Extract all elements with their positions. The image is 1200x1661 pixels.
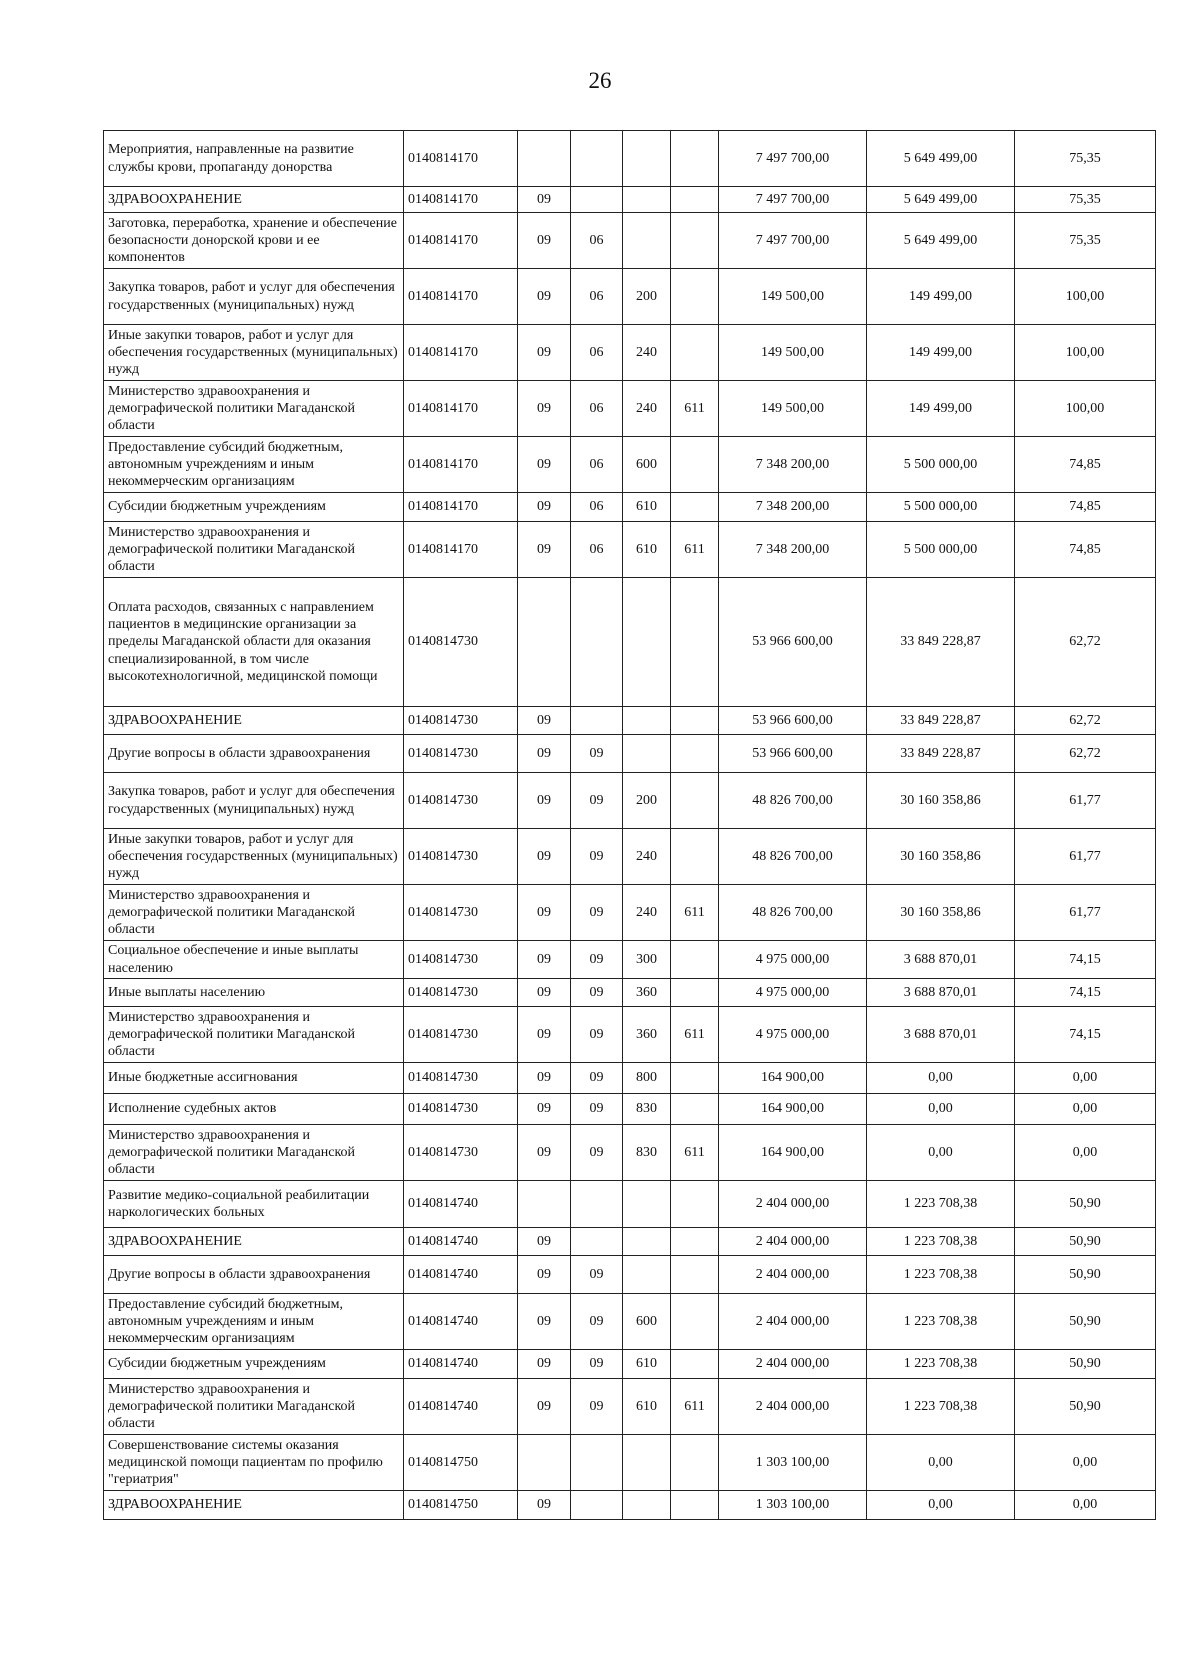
target-code-cell: 0140814740 xyxy=(404,1379,518,1435)
plan-amount-cell: 149 500,00 xyxy=(719,325,867,381)
row-name-cell: ЗДРАВООХРАНЕНИЕ xyxy=(104,1491,404,1520)
execution-percent-cell: 100,00 xyxy=(1015,269,1156,325)
subsection-code-cell: 06 xyxy=(571,381,623,437)
admin-code-cell xyxy=(671,1491,719,1520)
row-name-cell: ЗДРАВООХРАНЕНИЕ xyxy=(104,707,404,735)
subsection-code-cell: 06 xyxy=(571,493,623,522)
executed-amount-cell: 1 223 708,38 xyxy=(867,1228,1015,1256)
executed-amount-cell: 33 849 228,87 xyxy=(867,735,1015,773)
row-name-cell: Исполнение судебных актов xyxy=(104,1094,404,1125)
execution-percent-cell: 100,00 xyxy=(1015,381,1156,437)
executed-amount-cell: 149 499,00 xyxy=(867,269,1015,325)
target-code-cell: 0140814750 xyxy=(404,1491,518,1520)
admin-code-cell xyxy=(671,1350,719,1379)
expense-type-code-cell: 240 xyxy=(623,381,671,437)
executed-amount-cell: 30 160 358,86 xyxy=(867,885,1015,941)
section-code-cell: 09 xyxy=(518,1256,571,1294)
section-code-cell: 09 xyxy=(518,1125,571,1181)
row-name-cell: Субсидии бюджетным учреждениям xyxy=(104,493,404,522)
subsection-code-cell: 09 xyxy=(571,1063,623,1094)
target-code-cell: 0140814730 xyxy=(404,773,518,829)
table-row xyxy=(104,1181,1156,1228)
executed-amount-cell: 3 688 870,01 xyxy=(867,1007,1015,1063)
row-name-cell: Закупка товаров, работ и услуг для обеспечения государственных (муниципальных) нужд xyxy=(104,773,404,829)
subsection-code-cell: 09 xyxy=(571,979,623,1007)
execution-percent-cell: 50,90 xyxy=(1015,1181,1156,1228)
section-code-cell: 09 xyxy=(518,437,571,493)
expense-type-code-cell: 240 xyxy=(623,829,671,885)
table-row xyxy=(104,1228,1156,1256)
target-code-cell: 0140814170 xyxy=(404,187,518,213)
plan-amount-cell: 2 404 000,00 xyxy=(719,1350,867,1379)
target-code-cell: 0140814170 xyxy=(404,493,518,522)
execution-percent-cell: 50,90 xyxy=(1015,1256,1156,1294)
executed-amount-cell: 5 649 499,00 xyxy=(867,187,1015,213)
execution-percent-cell: 61,77 xyxy=(1015,773,1156,829)
executed-amount-cell: 0,00 xyxy=(867,1063,1015,1094)
subsection-code-cell: 09 xyxy=(571,885,623,941)
admin-code-cell xyxy=(671,325,719,381)
subsection-code-cell xyxy=(571,187,623,213)
plan-amount-cell: 48 826 700,00 xyxy=(719,773,867,829)
expense-type-code-cell xyxy=(623,131,671,187)
plan-amount-cell: 7 497 700,00 xyxy=(719,187,867,213)
execution-percent-cell: 75,35 xyxy=(1015,131,1156,187)
expense-type-code-cell: 610 xyxy=(623,1350,671,1379)
executed-amount-cell: 33 849 228,87 xyxy=(867,578,1015,707)
plan-amount-cell: 149 500,00 xyxy=(719,381,867,437)
admin-code-cell: 611 xyxy=(671,381,719,437)
expense-type-code-cell: 600 xyxy=(623,437,671,493)
section-code-cell: 09 xyxy=(518,773,571,829)
table-row xyxy=(104,578,1156,707)
target-code-cell: 0140814730 xyxy=(404,1094,518,1125)
subsection-code-cell xyxy=(571,1228,623,1256)
section-code-cell: 09 xyxy=(518,269,571,325)
target-code-cell: 0140814740 xyxy=(404,1294,518,1350)
section-code-cell xyxy=(518,1181,571,1228)
plan-amount-cell: 53 966 600,00 xyxy=(719,578,867,707)
table-row xyxy=(104,325,1156,381)
plan-amount-cell: 2 404 000,00 xyxy=(719,1181,867,1228)
plan-amount-cell: 149 500,00 xyxy=(719,269,867,325)
expense-type-code-cell: 800 xyxy=(623,1063,671,1094)
admin-code-cell xyxy=(671,131,719,187)
executed-amount-cell: 149 499,00 xyxy=(867,325,1015,381)
section-code-cell: 09 xyxy=(518,979,571,1007)
admin-code-cell xyxy=(671,829,719,885)
expense-type-code-cell: 610 xyxy=(623,493,671,522)
execution-percent-cell: 50,90 xyxy=(1015,1294,1156,1350)
expense-type-code-cell: 610 xyxy=(623,522,671,578)
plan-amount-cell: 2 404 000,00 xyxy=(719,1256,867,1294)
table-row xyxy=(104,1256,1156,1294)
section-code-cell xyxy=(518,578,571,707)
execution-percent-cell: 0,00 xyxy=(1015,1435,1156,1491)
table-row xyxy=(104,1294,1156,1350)
executed-amount-cell: 30 160 358,86 xyxy=(867,829,1015,885)
expense-type-code-cell xyxy=(623,1228,671,1256)
target-code-cell: 0140814730 xyxy=(404,1063,518,1094)
plan-amount-cell: 48 826 700,00 xyxy=(719,829,867,885)
expense-type-code-cell: 240 xyxy=(623,885,671,941)
execution-percent-cell: 62,72 xyxy=(1015,707,1156,735)
row-name-cell: Развитие медико-социальной реабилитации наркологических больных xyxy=(104,1181,404,1228)
subsection-code-cell: 06 xyxy=(571,522,623,578)
table-row xyxy=(104,1125,1156,1181)
execution-percent-cell: 74,15 xyxy=(1015,979,1156,1007)
subsection-code-cell xyxy=(571,578,623,707)
expense-type-code-cell xyxy=(623,707,671,735)
row-name-cell: Иные выплаты населению xyxy=(104,979,404,1007)
admin-code-cell: 611 xyxy=(671,885,719,941)
table-row xyxy=(104,941,1156,979)
plan-amount-cell: 7 348 200,00 xyxy=(719,522,867,578)
table-row xyxy=(104,269,1156,325)
execution-percent-cell: 0,00 xyxy=(1015,1094,1156,1125)
subsection-code-cell: 09 xyxy=(571,829,623,885)
subsection-code-cell: 06 xyxy=(571,325,623,381)
table-row xyxy=(104,1094,1156,1125)
plan-amount-cell: 7 348 200,00 xyxy=(719,493,867,522)
expense-type-code-cell xyxy=(623,1491,671,1520)
section-code-cell: 09 xyxy=(518,325,571,381)
admin-code-cell: 611 xyxy=(671,1379,719,1435)
table-row xyxy=(104,885,1156,941)
plan-amount-cell: 1 303 100,00 xyxy=(719,1491,867,1520)
section-code-cell: 09 xyxy=(518,1491,571,1520)
target-code-cell: 0140814740 xyxy=(404,1350,518,1379)
executed-amount-cell: 0,00 xyxy=(867,1125,1015,1181)
execution-percent-cell: 50,90 xyxy=(1015,1379,1156,1435)
execution-percent-cell: 74,85 xyxy=(1015,437,1156,493)
execution-percent-cell: 75,35 xyxy=(1015,213,1156,269)
executed-amount-cell: 33 849 228,87 xyxy=(867,707,1015,735)
admin-code-cell xyxy=(671,707,719,735)
section-code-cell: 09 xyxy=(518,885,571,941)
table-row xyxy=(104,707,1156,735)
row-name-cell: ЗДРАВООХРАНЕНИЕ xyxy=(104,1228,404,1256)
table-row xyxy=(104,773,1156,829)
admin-code-cell xyxy=(671,1435,719,1491)
expense-type-code-cell xyxy=(623,187,671,213)
execution-percent-cell: 62,72 xyxy=(1015,735,1156,773)
row-name-cell: Предоставление субсидий бюджетным, автономным учреждениям и иным некоммерческим организациям xyxy=(104,437,404,493)
row-name-cell: Оплата расходов, связанных с направлением пациентов в медицинские организации за пределы Магаданской области для оказания специализированной, в том числе высокотехнологичной, медицинской помощи xyxy=(104,578,404,707)
row-name-cell: Другие вопросы в области здравоохранения xyxy=(104,1256,404,1294)
table-row xyxy=(104,979,1156,1007)
section-code-cell: 09 xyxy=(518,707,571,735)
admin-code-cell xyxy=(671,1256,719,1294)
plan-amount-cell: 53 966 600,00 xyxy=(719,735,867,773)
admin-code-cell xyxy=(671,1228,719,1256)
subsection-code-cell xyxy=(571,707,623,735)
table-row xyxy=(104,1350,1156,1379)
row-name-cell: Министерство здравоохранения и демографической политики Магаданской области xyxy=(104,1125,404,1181)
row-name-cell: Иные бюджетные ассигнования xyxy=(104,1063,404,1094)
executed-amount-cell: 149 499,00 xyxy=(867,381,1015,437)
executed-amount-cell: 3 688 870,01 xyxy=(867,979,1015,1007)
executed-amount-cell: 0,00 xyxy=(867,1491,1015,1520)
admin-code-cell: 611 xyxy=(671,522,719,578)
row-name-cell: Министерство здравоохранения и демографической политики Магаданской области xyxy=(104,522,404,578)
executed-amount-cell: 0,00 xyxy=(867,1094,1015,1125)
target-code-cell: 0140814730 xyxy=(404,1125,518,1181)
target-code-cell: 0140814740 xyxy=(404,1256,518,1294)
executed-amount-cell: 1 223 708,38 xyxy=(867,1350,1015,1379)
expense-type-code-cell: 830 xyxy=(623,1125,671,1181)
plan-amount-cell: 4 975 000,00 xyxy=(719,941,867,979)
section-code-cell: 09 xyxy=(518,1007,571,1063)
execution-percent-cell: 0,00 xyxy=(1015,1063,1156,1094)
admin-code-cell xyxy=(671,1063,719,1094)
target-code-cell: 0140814730 xyxy=(404,1007,518,1063)
expense-type-code-cell: 200 xyxy=(623,269,671,325)
execution-percent-cell: 61,77 xyxy=(1015,885,1156,941)
execution-percent-cell: 62,72 xyxy=(1015,578,1156,707)
table-row xyxy=(104,1063,1156,1094)
expense-type-code-cell: 200 xyxy=(623,773,671,829)
target-code-cell: 0140814730 xyxy=(404,979,518,1007)
section-code-cell: 09 xyxy=(518,1294,571,1350)
admin-code-cell xyxy=(671,1094,719,1125)
target-code-cell: 0140814730 xyxy=(404,578,518,707)
subsection-code-cell xyxy=(571,1181,623,1228)
plan-amount-cell: 48 826 700,00 xyxy=(719,885,867,941)
section-code-cell: 09 xyxy=(518,213,571,269)
section-code-cell xyxy=(518,1435,571,1491)
table-row xyxy=(104,437,1156,493)
executed-amount-cell: 1 223 708,38 xyxy=(867,1379,1015,1435)
table-row xyxy=(104,213,1156,269)
table-row xyxy=(104,522,1156,578)
subsection-code-cell: 09 xyxy=(571,735,623,773)
plan-amount-cell: 164 900,00 xyxy=(719,1063,867,1094)
admin-code-cell xyxy=(671,773,719,829)
table-row xyxy=(104,493,1156,522)
target-code-cell: 0140814730 xyxy=(404,885,518,941)
admin-code-cell xyxy=(671,735,719,773)
target-code-cell: 0140814730 xyxy=(404,941,518,979)
section-code-cell: 09 xyxy=(518,829,571,885)
executed-amount-cell: 5 500 000,00 xyxy=(867,493,1015,522)
plan-amount-cell: 4 975 000,00 xyxy=(719,1007,867,1063)
subsection-code-cell: 06 xyxy=(571,269,623,325)
target-code-cell: 0140814730 xyxy=(404,735,518,773)
expense-type-code-cell: 360 xyxy=(623,979,671,1007)
plan-amount-cell: 164 900,00 xyxy=(719,1125,867,1181)
target-code-cell: 0140814170 xyxy=(404,437,518,493)
table-row xyxy=(104,829,1156,885)
plan-amount-cell: 1 303 100,00 xyxy=(719,1435,867,1491)
section-code-cell: 09 xyxy=(518,1094,571,1125)
executed-amount-cell: 5 649 499,00 xyxy=(867,131,1015,187)
subsection-code-cell: 09 xyxy=(571,773,623,829)
row-name-cell: Министерство здравоохранения и демографической политики Магаданской области xyxy=(104,1007,404,1063)
execution-percent-cell: 50,90 xyxy=(1015,1350,1156,1379)
row-name-cell: Министерство здравоохранения и демографической политики Магаданской области xyxy=(104,381,404,437)
admin-code-cell xyxy=(671,187,719,213)
plan-amount-cell: 7 497 700,00 xyxy=(719,131,867,187)
section-code-cell: 09 xyxy=(518,735,571,773)
execution-percent-cell: 0,00 xyxy=(1015,1125,1156,1181)
executed-amount-cell: 0,00 xyxy=(867,1435,1015,1491)
executed-amount-cell: 5 649 499,00 xyxy=(867,213,1015,269)
plan-amount-cell: 2 404 000,00 xyxy=(719,1294,867,1350)
subsection-code-cell: 09 xyxy=(571,941,623,979)
row-name-cell: Другие вопросы в области здравоохранения xyxy=(104,735,404,773)
expense-type-code-cell xyxy=(623,213,671,269)
subsection-code-cell: 09 xyxy=(571,1294,623,1350)
executed-amount-cell: 30 160 358,86 xyxy=(867,773,1015,829)
expense-type-code-cell xyxy=(623,1256,671,1294)
expense-type-code-cell xyxy=(623,1181,671,1228)
section-code-cell: 09 xyxy=(518,1350,571,1379)
row-name-cell: ЗДРАВООХРАНЕНИЕ xyxy=(104,187,404,213)
subsection-code-cell: 06 xyxy=(571,213,623,269)
expense-type-code-cell: 830 xyxy=(623,1094,671,1125)
executed-amount-cell: 1 223 708,38 xyxy=(867,1256,1015,1294)
admin-code-cell xyxy=(671,979,719,1007)
section-code-cell: 09 xyxy=(518,1063,571,1094)
section-code-cell xyxy=(518,131,571,187)
expense-type-code-cell xyxy=(623,735,671,773)
target-code-cell: 0140814170 xyxy=(404,522,518,578)
admin-code-cell xyxy=(671,269,719,325)
admin-code-cell xyxy=(671,213,719,269)
row-name-cell: Министерство здравоохранения и демографической политики Магаданской области xyxy=(104,885,404,941)
row-name-cell: Предоставление субсидий бюджетным, автономным учреждениям и иным некоммерческим организациям xyxy=(104,1294,404,1350)
execution-percent-cell: 100,00 xyxy=(1015,325,1156,381)
row-name-cell: Субсидии бюджетным учреждениям xyxy=(104,1350,404,1379)
budget-table xyxy=(103,130,1156,1520)
expense-type-code-cell xyxy=(623,1435,671,1491)
executed-amount-cell: 1 223 708,38 xyxy=(867,1181,1015,1228)
admin-code-cell xyxy=(671,578,719,707)
section-code-cell: 09 xyxy=(518,493,571,522)
target-code-cell: 0140814730 xyxy=(404,829,518,885)
admin-code-cell xyxy=(671,1294,719,1350)
table-row xyxy=(104,735,1156,773)
row-name-cell: Иные закупки товаров, работ и услуг для обеспечения государственных (муниципальных) нужд xyxy=(104,325,404,381)
subsection-code-cell xyxy=(571,1491,623,1520)
executed-amount-cell: 5 500 000,00 xyxy=(867,437,1015,493)
execution-percent-cell: 74,15 xyxy=(1015,1007,1156,1063)
plan-amount-cell: 2 404 000,00 xyxy=(719,1379,867,1435)
budget-table-body xyxy=(104,131,1156,1520)
target-code-cell: 0140814170 xyxy=(404,325,518,381)
subsection-code-cell: 09 xyxy=(571,1094,623,1125)
expense-type-code-cell: 300 xyxy=(623,941,671,979)
expense-type-code-cell xyxy=(623,578,671,707)
execution-percent-cell: 74,15 xyxy=(1015,941,1156,979)
executed-amount-cell: 1 223 708,38 xyxy=(867,1294,1015,1350)
admin-code-cell xyxy=(671,493,719,522)
table-row xyxy=(104,1379,1156,1435)
table-row xyxy=(104,1435,1156,1491)
admin-code-cell xyxy=(671,941,719,979)
subsection-code-cell: 09 xyxy=(571,1125,623,1181)
row-name-cell: Иные закупки товаров, работ и услуг для обеспечения государственных (муниципальных) нужд xyxy=(104,829,404,885)
table-row xyxy=(104,1491,1156,1520)
plan-amount-cell: 2 404 000,00 xyxy=(719,1228,867,1256)
target-code-cell: 0140814170 xyxy=(404,381,518,437)
target-code-cell: 0140814740 xyxy=(404,1181,518,1228)
target-code-cell: 0140814730 xyxy=(404,707,518,735)
admin-code-cell xyxy=(671,1181,719,1228)
execution-percent-cell: 61,77 xyxy=(1015,829,1156,885)
execution-percent-cell: 0,00 xyxy=(1015,1491,1156,1520)
subsection-code-cell: 09 xyxy=(571,1007,623,1063)
section-code-cell: 09 xyxy=(518,381,571,437)
executed-amount-cell: 3 688 870,01 xyxy=(867,941,1015,979)
expense-type-code-cell: 610 xyxy=(623,1379,671,1435)
executed-amount-cell: 5 500 000,00 xyxy=(867,522,1015,578)
admin-code-cell xyxy=(671,437,719,493)
execution-percent-cell: 50,90 xyxy=(1015,1228,1156,1256)
execution-percent-cell: 74,85 xyxy=(1015,493,1156,522)
target-code-cell: 0140814170 xyxy=(404,131,518,187)
page-number: 26 xyxy=(588,68,612,93)
row-name-cell: Мероприятия, направленные на развитие службы крови, пропаганду донорства xyxy=(104,131,404,187)
table-row xyxy=(104,381,1156,437)
expense-type-code-cell: 240 xyxy=(623,325,671,381)
expense-type-code-cell: 360 xyxy=(623,1007,671,1063)
row-name-cell: Заготовка, переработка, хранение и обеспечение безопасности донорской крови и ее компонентов xyxy=(104,213,404,269)
table-row xyxy=(104,1007,1156,1063)
section-code-cell: 09 xyxy=(518,522,571,578)
row-name-cell: Социальное обеспечение и иные выплаты населению xyxy=(104,941,404,979)
target-code-cell: 0140814170 xyxy=(404,269,518,325)
admin-code-cell: 611 xyxy=(671,1125,719,1181)
target-code-cell: 0140814740 xyxy=(404,1228,518,1256)
expense-type-code-cell: 600 xyxy=(623,1294,671,1350)
plan-amount-cell: 7 348 200,00 xyxy=(719,437,867,493)
section-code-cell: 09 xyxy=(518,187,571,213)
section-code-cell: 09 xyxy=(518,1228,571,1256)
execution-percent-cell: 74,85 xyxy=(1015,522,1156,578)
row-name-cell: Министерство здравоохранения и демографической политики Магаданской области xyxy=(104,1379,404,1435)
table-row xyxy=(104,131,1156,187)
subsection-code-cell xyxy=(571,131,623,187)
plan-amount-cell: 7 497 700,00 xyxy=(719,213,867,269)
subsection-code-cell: 09 xyxy=(571,1379,623,1435)
row-name-cell: Совершенствование системы оказания медицинской помощи пациентам по профилю "гериатрия" xyxy=(104,1435,404,1491)
execution-percent-cell: 75,35 xyxy=(1015,187,1156,213)
section-code-cell: 09 xyxy=(518,941,571,979)
subsection-code-cell: 09 xyxy=(571,1256,623,1294)
plan-amount-cell: 4 975 000,00 xyxy=(719,979,867,1007)
subsection-code-cell: 06 xyxy=(571,437,623,493)
admin-code-cell: 611 xyxy=(671,1007,719,1063)
plan-amount-cell: 53 966 600,00 xyxy=(719,707,867,735)
section-code-cell: 09 xyxy=(518,1379,571,1435)
subsection-code-cell xyxy=(571,1435,623,1491)
table-row xyxy=(104,187,1156,213)
subsection-code-cell: 09 xyxy=(571,1350,623,1379)
row-name-cell: Закупка товаров, работ и услуг для обеспечения государственных (муниципальных) нужд xyxy=(104,269,404,325)
target-code-cell: 0140814750 xyxy=(404,1435,518,1491)
plan-amount-cell: 164 900,00 xyxy=(719,1094,867,1125)
target-code-cell: 0140814170 xyxy=(404,213,518,269)
